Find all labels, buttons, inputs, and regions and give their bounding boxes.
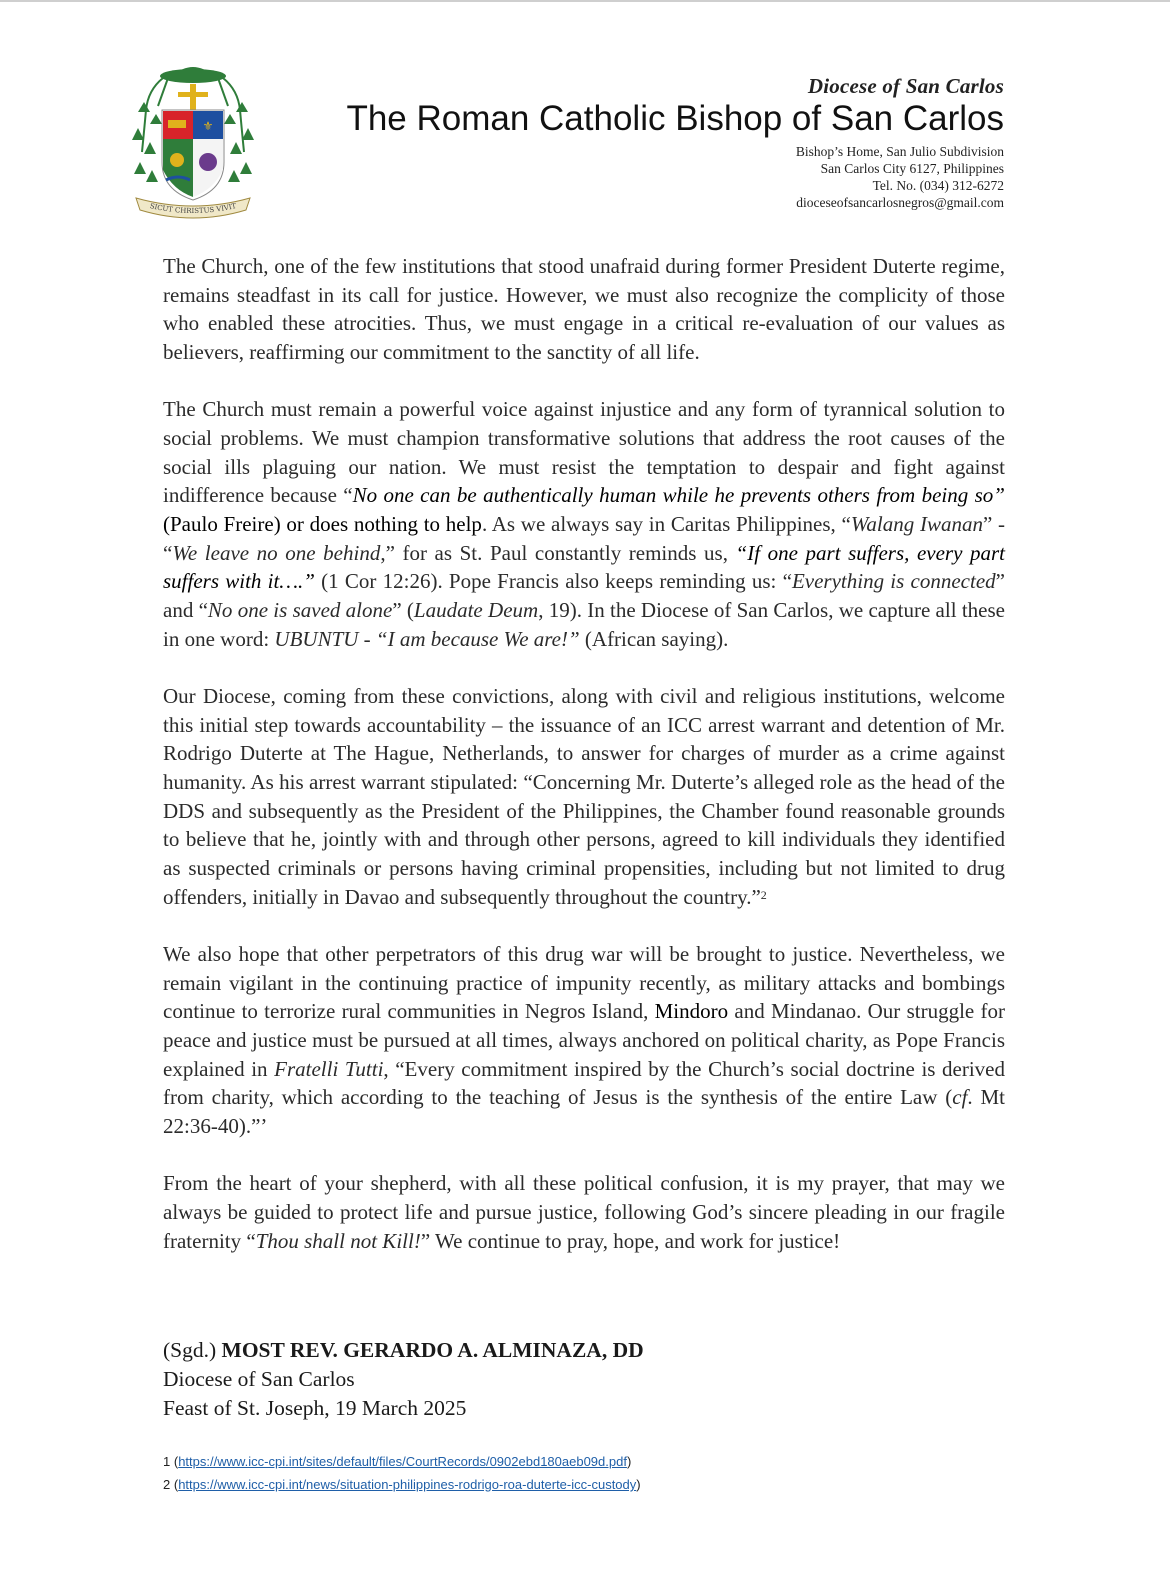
email: dioceseofsancarlosnegros@gmail.com [796, 195, 1004, 210]
letter-body [163, 252, 1005, 1284]
paragraph-text: ” and “ [163, 569, 1005, 623]
signatory-diocese: Diocese of San Carlos [163, 1367, 355, 1391]
paragraph-text: . Mt 22:36-40).”’ [163, 1085, 1005, 1139]
paragraph-text: (African saying). [579, 626, 729, 651]
paragraph-text: ,” for as St. Paul constantly reminds us, [380, 540, 736, 565]
footnotes [163, 1450, 641, 1496]
paragraph-text: The Church must remain a powerful voice against injustice and any form of tyrannical solution to social problems. We must champion transformative solutions that address the root causes of the social ills plaguing our nation. We must resist the temptation to despair and fight against indifference because “ [163, 397, 1005, 508]
address-line-1: Bishop’s Home, San Julio Subdivision [795, 144, 1004, 159]
signature-prefix: (Sgd.) [163, 1338, 222, 1362]
paragraph-text: . As we always say in Caritas Philippines, “ [481, 512, 851, 537]
letterhead-address [346, 143, 1004, 211]
paragraph-text: ” ( [392, 598, 414, 623]
body-paragraph [163, 682, 1005, 912]
body-paragraph [163, 252, 1005, 367]
signatory-name: MOST REV. GERARDO A. ALMINAZA, DD [221, 1338, 644, 1362]
crest-motto: SICUT CHRISTUS VIVIT [149, 202, 237, 216]
coat-of-arms-icon [128, 62, 258, 230]
paragraph-text: cf [952, 1085, 968, 1110]
letterhead [346, 74, 1004, 211]
footnote-paren-close: ) [626, 1454, 632, 1469]
paragraph-text: Mindoro [654, 999, 729, 1024]
letterhead-title: The Roman Catholic Bishop of San Carlos [346, 99, 1004, 138]
svg-text:⚜: ⚜ [202, 119, 214, 133]
paragraph-text: Fratelli Tutti [274, 1056, 384, 1081]
footnote [163, 1473, 641, 1496]
paragraph-text: Our Diocese, coming from these convictions, along with civil and religious institutions, welcome this initial step towards accountability – the issuance of an ICC arrest warrant and detention of Mr. Rodrigo Duterte at The Hague, Netherlands, to answer for charges of murder as a crime against humanity. As his arrest warrant stipulated: “Concerning Mr. Duterte’s alleged role as the head of the DDS and subsequently as the President of the Philippines, the Chamber found reasonable grounds to believe that he, jointly with and through other persons, agreed to kill individuals they identified as suspected criminals or persons having criminal propensities, including but not limited to drug offenders, initially in Davao and subsequently throughout the country.” [163, 683, 1005, 909]
paragraph-text: (1 Cor 12:26). Pope Francis also keeps reminding us: “ [314, 569, 792, 594]
body-paragraph [163, 1169, 1005, 1255]
footnote-paren-open: ( [170, 1477, 179, 1492]
paragraph-text: , 19). In the Diocese of San Carlos, we capture all these in one word: [163, 598, 1005, 651]
paragraph-text: , “Every commitment inspired by the Church’s social doctrine is derived from charity, which according to the teaching of Jesus is the synthesis of the entire Law ( [163, 1056, 1005, 1110]
paragraph-text: (Paulo Freire) or does nothing to help [163, 512, 482, 537]
paragraph-text: UBUNTU - “I am because We are!” [274, 626, 580, 651]
signature-date: Feast of St. Joseph, 19 March 2025 [163, 1396, 467, 1420]
telephone: Tel. No. (034) 312-6272 [872, 178, 1004, 193]
paragraph-text: Walang Iwanan [850, 512, 983, 537]
signature-block [163, 1336, 644, 1423]
paragraph-text: “If one part suffers, every part suffers with it….” [163, 540, 1005, 594]
footnote-number: 2 [163, 1477, 171, 1492]
paragraph-text: We leave no one behind [172, 540, 381, 565]
paragraph-text: No one can be authentically human while he prevents others from being so” [352, 483, 1005, 508]
paragraph-text: No one is saved alone [207, 598, 393, 623]
body-paragraph [163, 940, 1005, 1141]
letterhead-diocese: Diocese of San Carlos [807, 74, 1004, 98]
signature-line [163, 1336, 644, 1365]
paragraph-text: Everything is connected [791, 569, 996, 594]
paragraph-text: The Church, one of the few institutions that stood unafraid during former President Duterte regime, remains steadfast in its call for justice. However, we must also recognize the complicity of those who enabled these atrocities. Thus, we must engage in a critical re-evaluation of our values as believers, reaffirming our commitment to the sanctity of all life. [163, 254, 1005, 365]
address-line-2: San Carlos City 6127, Philippines [820, 161, 1004, 176]
footnote-link[interactable]: https://www.icc-cpi.int/news/situation-philippines-rodrigo-roa-duterte-icc-custody [178, 1477, 637, 1492]
paragraph-text: We also hope that other perpetrators of this drug war will be brought to justice. Nevertheless, we remain vigilant in the continuing practice of impunity recently, as military attacks and bombings continue to terrorize rural communities in Negros Island, [163, 941, 1005, 1024]
paragraph-text: Thou shall not Kill! [255, 1228, 421, 1253]
footnote-paren-open: ( [170, 1454, 179, 1469]
paragraph-text: and Mindanao. Our struggle for peace and justice must be pursued at all times, always anchored on political charity, as Pope Francis explained in [163, 999, 1005, 1081]
paragraph-text: From the heart of your shepherd, with all these political confusion, it is my prayer, that may we always be guided to protect life and pursue justice, following God’s sincere pleading in our fragile fraternity “ [163, 1171, 1005, 1253]
footnote [163, 1450, 641, 1473]
paragraph-text: Laudate Deum [413, 598, 539, 623]
body-paragraph [163, 395, 1005, 653]
footnote-ref: 2 [760, 887, 767, 902]
footnote-number: 1 [163, 1454, 171, 1469]
footnote-link[interactable]: https://www.icc-cpi.int/sites/default/files/CourtRecords/0902ebd180aeb09d.pdf [178, 1454, 627, 1469]
paragraph-text: ” We continue to pray, hope, and work for justice! [420, 1228, 841, 1253]
footnote-paren-close: ) [636, 1477, 641, 1492]
paragraph-text: ” - “ [163, 512, 1005, 565]
page-top-border [0, 0, 1170, 2]
